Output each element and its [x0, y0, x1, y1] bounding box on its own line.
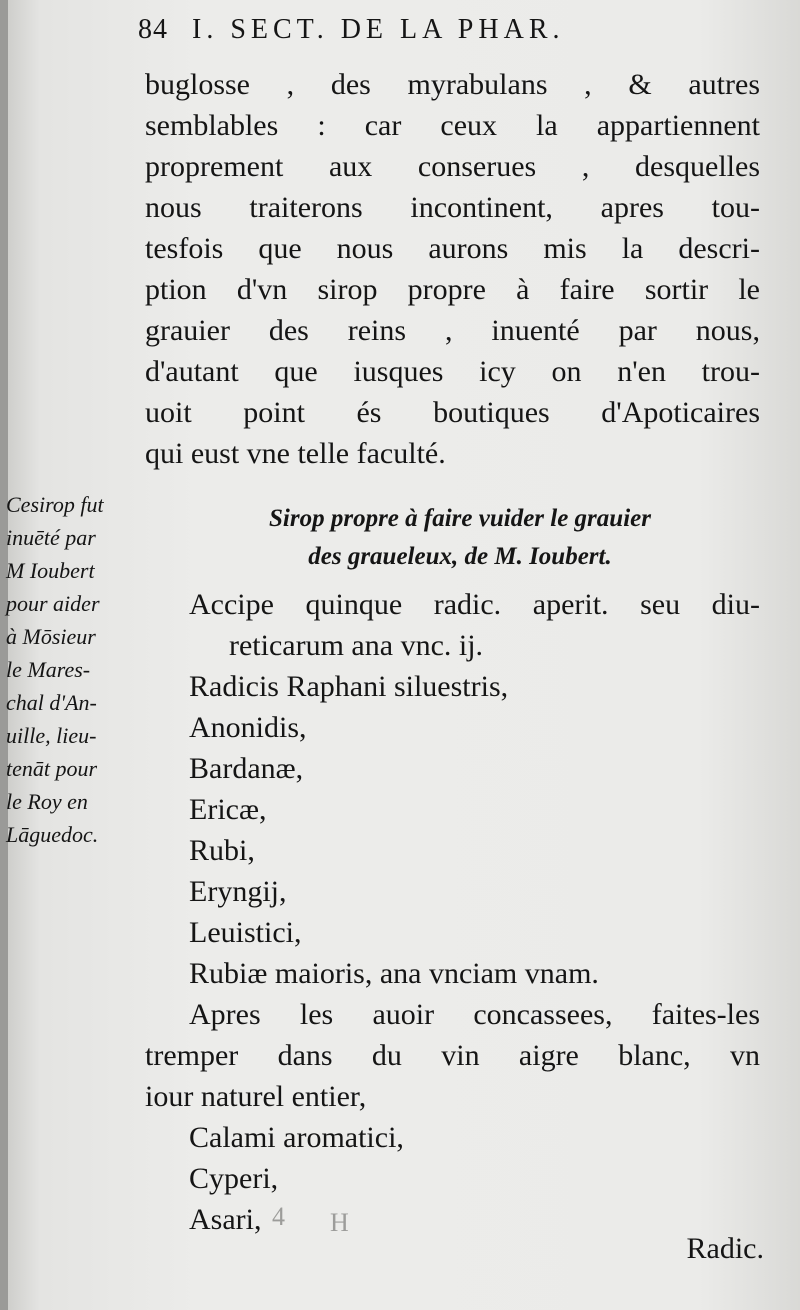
recipe-title-line: Sirop propre à faire vuider le grauier [269, 505, 651, 532]
margin-note-line: le Mares- [6, 657, 91, 682]
margin-note-line: chal d'An- [6, 690, 97, 715]
running-header [138, 14, 698, 46]
ingredient: Ericæ, [189, 793, 267, 826]
ingredient: Cyperi, [189, 1162, 279, 1195]
instruction-line: iour naturel entier, [145, 1080, 367, 1113]
ingredient: Calami aromatici, [189, 1121, 404, 1154]
text-line: grauier des reins , inuenté par nous, [145, 314, 760, 347]
text-line: proprement aux conserues , desquelles [145, 150, 760, 183]
margin-note-line: le Roy en [6, 789, 88, 814]
recipe-accipe-line: reticarum ana vnc. ij. [229, 629, 484, 662]
signature-mark [272, 1202, 349, 1237]
ingredient: Asari, [189, 1203, 262, 1236]
signature-number: 4 [272, 1202, 285, 1231]
recipe-title [160, 500, 760, 576]
margin-note-line: pour aider [6, 591, 100, 616]
margin-note [6, 488, 146, 851]
margin-note-line: M Ioubert [6, 558, 95, 583]
margin-note-line: Cesirop fut [6, 492, 104, 517]
catchword: Radic. [686, 1232, 764, 1265]
ingredient: Radicis Raphani siluestris, [189, 670, 509, 703]
ingredient: Eryngij, [189, 875, 287, 908]
text-line: qui eust vne telle faculté. [145, 437, 446, 470]
margin-note-line: à Mōsieur [6, 624, 96, 649]
ingredient: Bardanæ, [189, 752, 304, 785]
text-line: d'autant que iusques icy on n'en trou- [145, 355, 760, 388]
margin-note-line: Lāguedoc. [6, 822, 99, 847]
ingredient: Anonidis, [189, 711, 307, 744]
text-line: uoit point és boutiques d'Apoticaires [145, 396, 760, 429]
text-line: buglosse , des myrabulans , & autres [145, 68, 760, 101]
margin-note-line: uille, lieu- [6, 723, 97, 748]
margin-note-line: tenāt pour [6, 756, 98, 781]
ingredient: Leuistici, [189, 916, 302, 949]
instruction-line: tremper dans du vin aigre blanc, vn [145, 1039, 760, 1072]
ingredient: Rubiæ maioris, ana vnciam vnam. [189, 957, 599, 990]
instruction-line: Apres les auoir concassees, faites-les [189, 998, 760, 1031]
margin-note-line: inuēté par [6, 525, 96, 550]
ingredient: Rubi, [189, 834, 255, 867]
page-number: 84 [138, 14, 168, 45]
recipe-block [145, 584, 760, 1240]
main-text-block [145, 64, 760, 474]
recipe-title-line: des graueleux, de M. Ioubert. [308, 543, 612, 570]
running-title: I. SECT. DE LA PHAR. [192, 14, 565, 45]
signature-letter: H [330, 1208, 349, 1237]
text-line: tesfois que nous aurons mis la descri- [145, 232, 760, 265]
text-line: ption d'vn sirop propre à faire sortir le [145, 273, 760, 306]
text-line: nous traiterons incontinent, apres tou- [145, 191, 760, 224]
text-line: semblables : car ceux la appartiennent [145, 109, 760, 142]
recipe-accipe-line: Accipe quinque radic. aperit. seu diu- [189, 588, 760, 621]
